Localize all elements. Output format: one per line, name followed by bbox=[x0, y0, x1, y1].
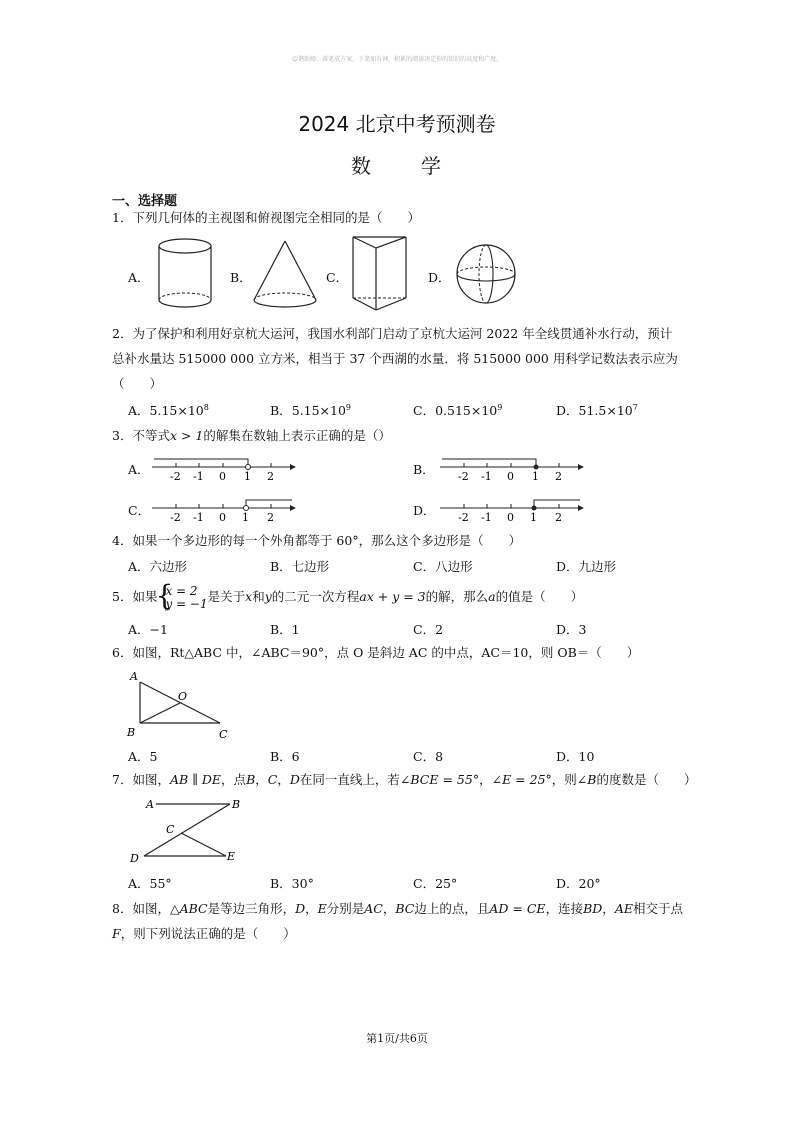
number-line-d bbox=[438, 495, 586, 525]
section-heading: 一、选择题 bbox=[112, 194, 178, 209]
q2-option-a-base: 5.15×10 bbox=[149, 403, 204, 418]
tick-label: 1 bbox=[530, 511, 537, 524]
q8-text: ， bbox=[305, 901, 318, 916]
q2-option-a bbox=[128, 401, 209, 419]
right-triangle-figure bbox=[124, 666, 236, 742]
watermark: ☺谐助师：落笔成方案，下笔如有神，积累的阅读决定你的知识的高度和广度。 bbox=[291, 56, 503, 63]
question-6-stem: 6．如图，Rt△ABC 中，∠ABC＝90°，点 O 是斜边 AC 的中点，AC＝10，则 OB＝（ ） bbox=[112, 645, 640, 660]
q2-option-c-base: 0.515×10 bbox=[435, 403, 498, 418]
q2-option-a-label: A． bbox=[128, 403, 150, 418]
tick-label: 1 bbox=[244, 470, 251, 483]
point-label: B bbox=[232, 798, 241, 811]
tick-label: -1 bbox=[481, 511, 492, 524]
q5-option-c: C．2 bbox=[413, 622, 444, 637]
point-label: A bbox=[146, 798, 154, 811]
q3-inequality: x > 1 bbox=[169, 428, 204, 443]
point-label: C bbox=[166, 823, 175, 836]
subject-char-1: 数 bbox=[351, 154, 373, 178]
number-line-c bbox=[150, 495, 298, 525]
q7-option-d: D．20° bbox=[556, 876, 601, 891]
q2-option-d-exp: 7 bbox=[632, 402, 638, 412]
q2-option-c-label: C． bbox=[413, 403, 436, 418]
number-line-a bbox=[150, 454, 298, 484]
q7-option-c: C．25° bbox=[413, 876, 458, 891]
point-label: E bbox=[227, 850, 236, 863]
q8-math: D bbox=[295, 901, 306, 916]
question-3-stem bbox=[112, 423, 692, 448]
q2-option-d-base: 51.5×10 bbox=[578, 403, 633, 418]
q5-var-y: y bbox=[264, 589, 272, 604]
q7-text: 的度数是（ ） bbox=[596, 772, 697, 787]
subject-char-2: 学 bbox=[421, 154, 443, 178]
q7-text: ， bbox=[277, 772, 290, 787]
point-label: D bbox=[130, 852, 139, 865]
tick-label: 2 bbox=[267, 511, 274, 524]
q5-and: 和 bbox=[252, 589, 265, 604]
tick-label: -2 bbox=[170, 470, 181, 483]
cone-icon bbox=[250, 238, 320, 310]
q5-eq2: y = −1 bbox=[165, 596, 208, 611]
point-label: C bbox=[219, 728, 228, 741]
tick-label: -1 bbox=[193, 511, 204, 524]
q1-option-b-label: B． bbox=[230, 270, 252, 285]
q5-var-a: a bbox=[488, 589, 496, 604]
q3-option-d-label: D． bbox=[413, 503, 436, 518]
q8-text: ， bbox=[382, 901, 396, 916]
tick-label: 2 bbox=[555, 511, 562, 524]
q7-math: ∠E = 25° bbox=[491, 772, 552, 787]
tick-label: 1 bbox=[242, 511, 249, 524]
q2-option-b-label: B． bbox=[270, 403, 292, 418]
q8-math: BC bbox=[395, 901, 415, 916]
point-label: O bbox=[178, 690, 188, 703]
q2-option-d bbox=[556, 401, 638, 419]
q5-post: 的值是（ ） bbox=[495, 589, 584, 604]
tick-label: 0 bbox=[507, 511, 514, 524]
q7-text: ，则 bbox=[551, 772, 577, 787]
q7-option-a: A．55° bbox=[128, 876, 172, 891]
tick-label: 0 bbox=[507, 470, 514, 483]
page-title: 2024 北京中考预测卷 bbox=[298, 112, 496, 136]
q8-math: △ABC bbox=[169, 901, 208, 916]
q5-option-a: A．−1 bbox=[128, 622, 168, 637]
q3-option-b-label: B． bbox=[413, 462, 435, 477]
page-footer: 第1页/共6页 bbox=[366, 1032, 428, 1045]
q5-option-d: D．3 bbox=[556, 622, 587, 637]
q3-stem-pre: 3．不等式 bbox=[112, 428, 170, 443]
q2-option-b bbox=[270, 401, 351, 419]
q1-option-d-label: D． bbox=[428, 270, 451, 285]
q8-math: AD = CE bbox=[489, 901, 546, 916]
cylinder-icon bbox=[155, 236, 215, 312]
parallel-lines-figure bbox=[124, 795, 248, 867]
q5-option-b: B．1 bbox=[270, 622, 300, 637]
q7-math: AB ∥ DE bbox=[169, 772, 222, 787]
question-8-stem bbox=[112, 896, 702, 946]
tick-label: -2 bbox=[170, 511, 181, 524]
q8-math: E bbox=[317, 901, 327, 916]
q5-mid1: 是关于 bbox=[207, 589, 246, 604]
q8-text: 分别是 bbox=[326, 901, 365, 916]
q5-pre: 5．如果 bbox=[112, 589, 158, 604]
tick-label: 0 bbox=[219, 511, 226, 524]
point-label: A bbox=[130, 670, 138, 683]
q1-option-a-label: A． bbox=[128, 270, 150, 285]
q7-math: B bbox=[246, 772, 256, 787]
q8-text: ，则下列说法正确的是（ ） bbox=[120, 926, 296, 941]
q3-option-a-label: A． bbox=[128, 462, 150, 477]
q4-option-c: C．八边形 bbox=[413, 559, 473, 574]
q7-math: ∠B bbox=[576, 772, 597, 787]
q7-text: ， bbox=[479, 772, 492, 787]
q1-option-c-label: C． bbox=[326, 270, 349, 285]
point-label: B bbox=[127, 726, 136, 739]
q8-text: 相交于点 bbox=[632, 901, 683, 916]
q3-stem-post: 的解集在数轴上表示正确的是（） bbox=[203, 428, 391, 443]
question-7-stem bbox=[112, 767, 712, 792]
q8-text: ， bbox=[602, 901, 615, 916]
q4-option-b: B．七边形 bbox=[270, 559, 330, 574]
question-2-line-3: （ ） bbox=[112, 376, 163, 391]
question-2-line-1: 2．为了保护和利用好京杭大运河，我国水利部门启动了京杭大运河 2022 年全线贯通补水行动，预计 bbox=[112, 326, 673, 341]
equation-system bbox=[157, 585, 207, 611]
q7-text: ，点 bbox=[221, 772, 247, 787]
q2-option-c bbox=[413, 401, 502, 419]
q2-option-b-base: 5.15×10 bbox=[291, 403, 346, 418]
q5-eq1: { x = 2 bbox=[165, 583, 198, 598]
q2-option-d-label: D． bbox=[556, 403, 579, 418]
q5-mid3: 的解，那么 bbox=[425, 589, 489, 604]
q8-text: 是等边三角形， bbox=[207, 901, 296, 916]
q8-pre: 8．如图， bbox=[112, 901, 170, 916]
tick-label: -1 bbox=[481, 470, 492, 483]
q2-option-a-exp: 8 bbox=[203, 402, 209, 412]
q7-text: ， bbox=[255, 772, 268, 787]
q7-math: C bbox=[267, 772, 278, 787]
q4-option-d: D．九边形 bbox=[556, 559, 617, 574]
q4-option-a: A．六边形 bbox=[128, 559, 188, 574]
q8-math: BD bbox=[583, 901, 603, 916]
q7-text: 在同一直线上，若 bbox=[299, 772, 400, 787]
q6-option-d: D．10 bbox=[556, 749, 595, 764]
q2-option-b-exp: 9 bbox=[345, 402, 351, 412]
q7-math: D bbox=[289, 772, 300, 787]
q6-option-c: C．8 bbox=[413, 749, 444, 764]
q8-math: AC bbox=[364, 901, 383, 916]
tick-label: -1 bbox=[193, 470, 204, 483]
question-1-stem: 1．下列几何体的主视图和俯视图完全相同的是（ ） bbox=[112, 210, 420, 225]
q8-math: AE bbox=[614, 901, 633, 916]
q6-option-a: A．5 bbox=[128, 749, 158, 764]
tick-label: 1 bbox=[532, 470, 539, 483]
sphere-icon bbox=[454, 242, 518, 306]
q8-text: 边上的点，且 bbox=[414, 901, 490, 916]
q8-math: F bbox=[112, 926, 121, 941]
number-line-b bbox=[438, 454, 586, 484]
triangular-prism-icon bbox=[350, 234, 410, 314]
tick-label: -2 bbox=[458, 511, 469, 524]
tick-label: -2 bbox=[458, 470, 469, 483]
question-2-line-2: 总补水量达 515000 000 立方米，相当于 37 个西湖的水量．将 515000 000 用科学记数法表示应为 bbox=[112, 351, 678, 366]
q2-option-c-exp: 9 bbox=[497, 402, 503, 412]
tick-label: 2 bbox=[555, 470, 562, 483]
tick-label: 2 bbox=[267, 470, 274, 483]
question-5-stem bbox=[112, 584, 712, 611]
q5-equation: ax + y = 3 bbox=[359, 589, 426, 604]
tick-label: 0 bbox=[219, 470, 226, 483]
subject-title bbox=[0, 150, 794, 179]
q7-math: ∠BCE = 55° bbox=[399, 772, 480, 787]
q6-option-b: B．6 bbox=[270, 749, 300, 764]
q3-option-c-label: C． bbox=[128, 503, 151, 518]
question-4-stem: 4．如果一个多边形的每一个外角都等于 60°，那么这个多边形是（ ） bbox=[112, 533, 522, 548]
q5-var-x: x bbox=[245, 589, 253, 604]
q7-pre: 7．如图， bbox=[112, 772, 170, 787]
q7-option-b: B．30° bbox=[270, 876, 314, 891]
q5-mid2: 的二元一次方程 bbox=[271, 589, 360, 604]
q8-text: ，连接 bbox=[545, 901, 584, 916]
